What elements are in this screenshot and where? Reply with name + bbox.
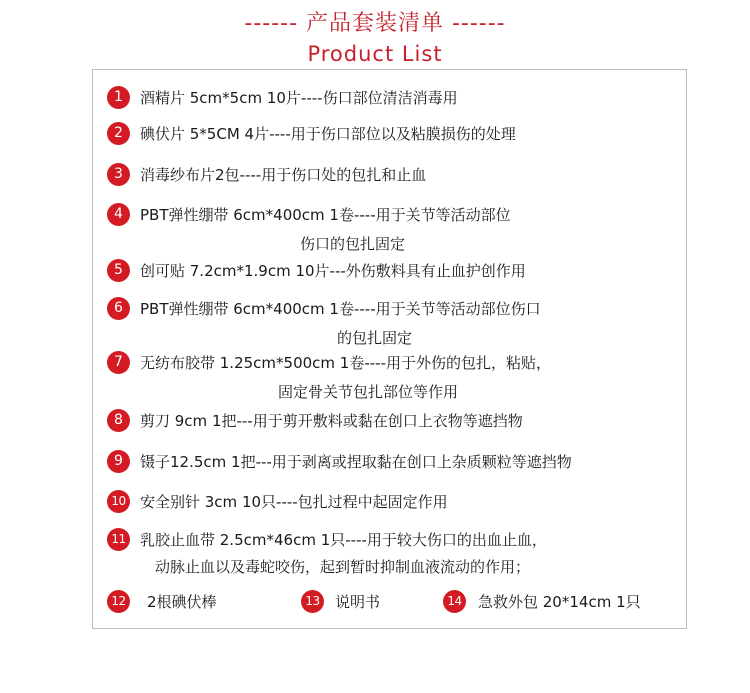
- number-badge: 5: [107, 259, 130, 282]
- number-badge: 2: [107, 122, 130, 145]
- number-badge: 9: [107, 450, 130, 473]
- number-badge: 13: [301, 590, 324, 613]
- item-text: 镊子12.5cm 1把---用于剥离或捏取黏在创口上杂质颗粒等遮挡物: [140, 453, 572, 471]
- number-badge: 7: [107, 351, 130, 374]
- number-badge: 8: [107, 409, 130, 432]
- item-text-continued: 伤口的包扎固定: [300, 235, 406, 253]
- number-badge: 6: [107, 297, 130, 320]
- item-text: 说明书: [335, 593, 381, 611]
- number-badge: 10: [107, 490, 130, 513]
- item-text: 剪刀 9cm 1把---用于剪开敷料或黏在创口上衣物等遮挡物: [140, 412, 523, 430]
- number-badge: 11: [107, 528, 130, 551]
- item-text: 无纺布胶带 1.25cm*500cm 1卷----用于外伤的包扎，粘贴，: [140, 354, 551, 372]
- page-title-en: Product List: [307, 42, 443, 66]
- product-list: [92, 69, 687, 629]
- page-title-cn: ------ 产品套装清单 ------: [244, 11, 506, 36]
- item-text-continued: 动脉止血以及毒蛇咬伤，起到暂时抑制血液流动的作用；: [155, 558, 531, 576]
- item-text: 急救外包 20*14cm 1只: [478, 593, 641, 611]
- item-text: PBT弹性绷带 6cm*400cm 1卷----用于关节等活动部位伤口: [140, 300, 541, 318]
- number-badge: 1: [107, 86, 130, 109]
- item-text-continued: 固定骨关节包扎部位等作用: [278, 383, 459, 401]
- item-text: 创可贴 7.2cm*1.9cm 10片---外伤敷料具有止血护创作用: [140, 262, 526, 280]
- number-badge: 3: [107, 163, 130, 186]
- item-text-continued: 的包扎固定: [337, 329, 413, 347]
- number-badge: 14: [443, 590, 466, 613]
- item-text: 碘伏片 5*5CM 4片----用于伤口部位以及粘膜损伤的处理: [140, 125, 516, 143]
- item-text: PBT弹性绷带 6cm*400cm 1卷----用于关节等活动部位: [140, 206, 511, 224]
- item-text: 安全别针 3cm 10只----包扎过程中起固定作用: [140, 493, 448, 511]
- item-text: 消毒纱布片2包----用于伤口处的包扎和止血: [140, 166, 427, 184]
- item-text: 酒精片 5cm*5cm 10片----伤口部位清洁消毒用: [140, 89, 458, 107]
- item-text: 2根碘伏棒: [147, 593, 217, 611]
- number-badge: 12: [107, 590, 130, 613]
- item-text: 乳胶止血带 2.5cm*46cm 1只----用于较大伤口的出血止血，: [140, 531, 547, 549]
- number-badge: 4: [107, 203, 130, 226]
